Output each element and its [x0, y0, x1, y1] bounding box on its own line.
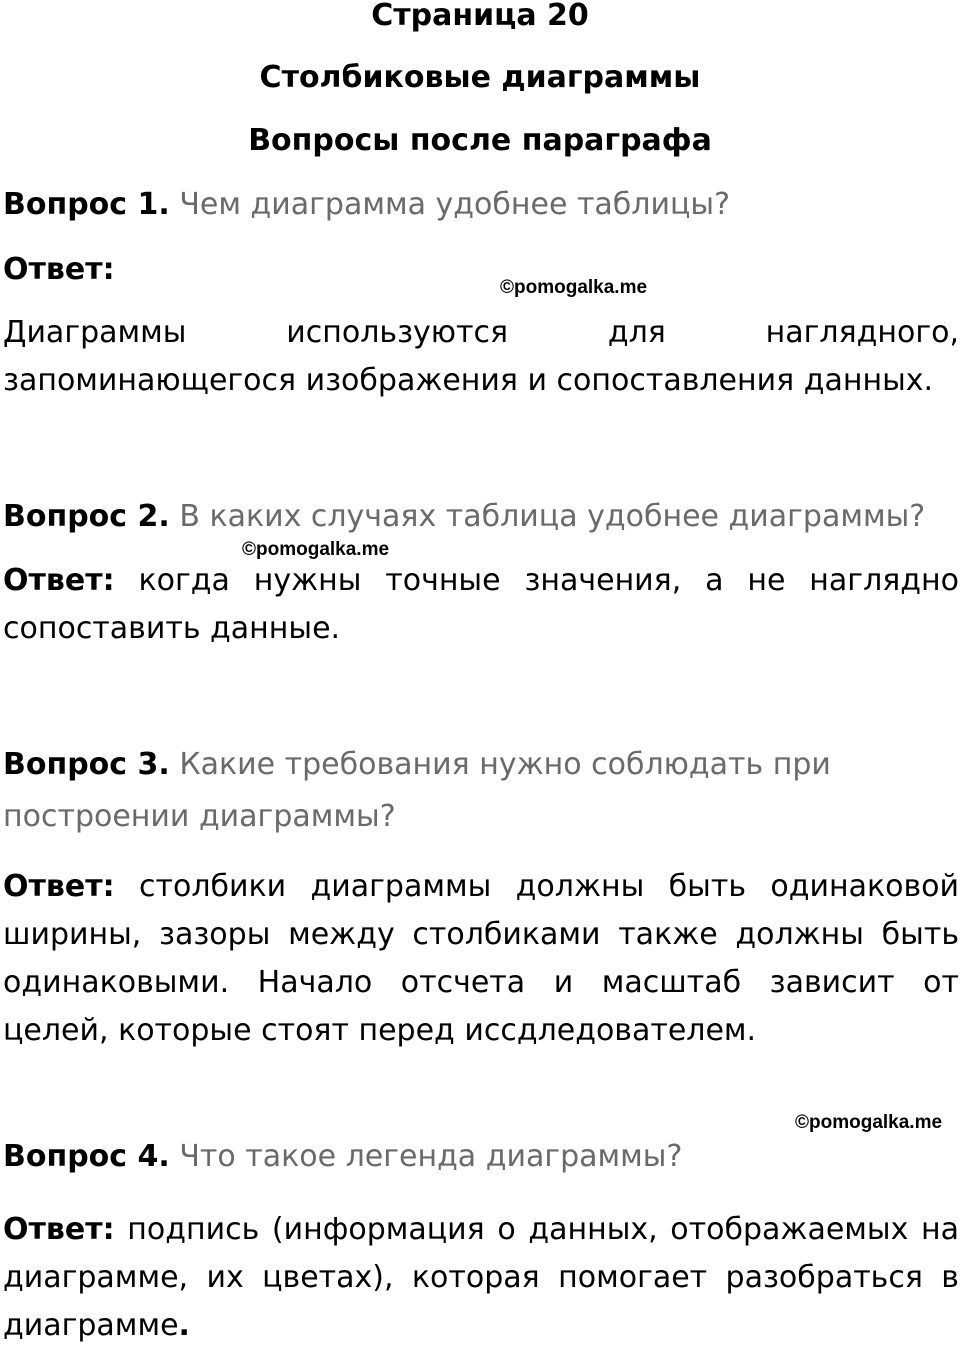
watermark: ©pomogalka.me [500, 277, 648, 298]
watermark: ©pomogalka.me [795, 1112, 943, 1133]
answer-1 [3, 309, 959, 405]
answer-text: столбики диаграммы должны быть одинаковой ширины, зазоры между столбиками также должны быть одинаковыми. Начало отсчета и масштаб зависит от целей, которые стоят перед иссдледователем. [3, 869, 960, 1048]
question-text: Чем диаграмма удобнее таблицы? [179, 187, 731, 222]
question-label: Вопрос 3. [3, 747, 170, 782]
answer-end-period: . [178, 1308, 190, 1343]
question-3 [3, 739, 863, 843]
page-title: Страница 20 [371, 0, 589, 33]
question-label: Вопрос 1. [3, 187, 170, 222]
answer-3 [3, 863, 959, 1055]
watermark: ©pomogalka.me [242, 539, 390, 560]
answer-text: Диаграммы используются для наглядного, запоминающегося изображения и сопоставления данных. [3, 315, 959, 398]
question-text: Что такое легенда диаграммы? [179, 1139, 683, 1174]
answer-2 [3, 557, 959, 653]
answer-label: Ответ: [3, 252, 115, 287]
question-2 [3, 493, 959, 541]
topic-title: Столбиковые диаграммы [259, 60, 701, 95]
answer-4 [3, 1206, 959, 1350]
question-text: В каких случаях таблица удобнее диаграммы? [179, 499, 926, 534]
answer-label: Ответ: [3, 563, 115, 598]
question-4 [3, 1133, 959, 1181]
question-label: Вопрос 2. [3, 499, 170, 534]
question-1 [3, 181, 959, 229]
answer-text: подпись (информация о данных, отображаемых на диаграмме, их цветах), которая помогает разобраться в диаграмме [3, 1212, 959, 1343]
answer-label: Ответ: [3, 869, 115, 904]
answer-1-label [3, 246, 959, 294]
question-label: Вопрос 4. [3, 1139, 170, 1174]
answer-text: когда нужны точные значения, а не наглядно сопоставить данные. [3, 563, 960, 646]
section-title: Вопросы после параграфа [248, 123, 712, 158]
question-text: Какие требования нужно соблюдать при построении диаграммы? [3, 747, 831, 834]
answer-label: Ответ: [3, 1212, 115, 1247]
